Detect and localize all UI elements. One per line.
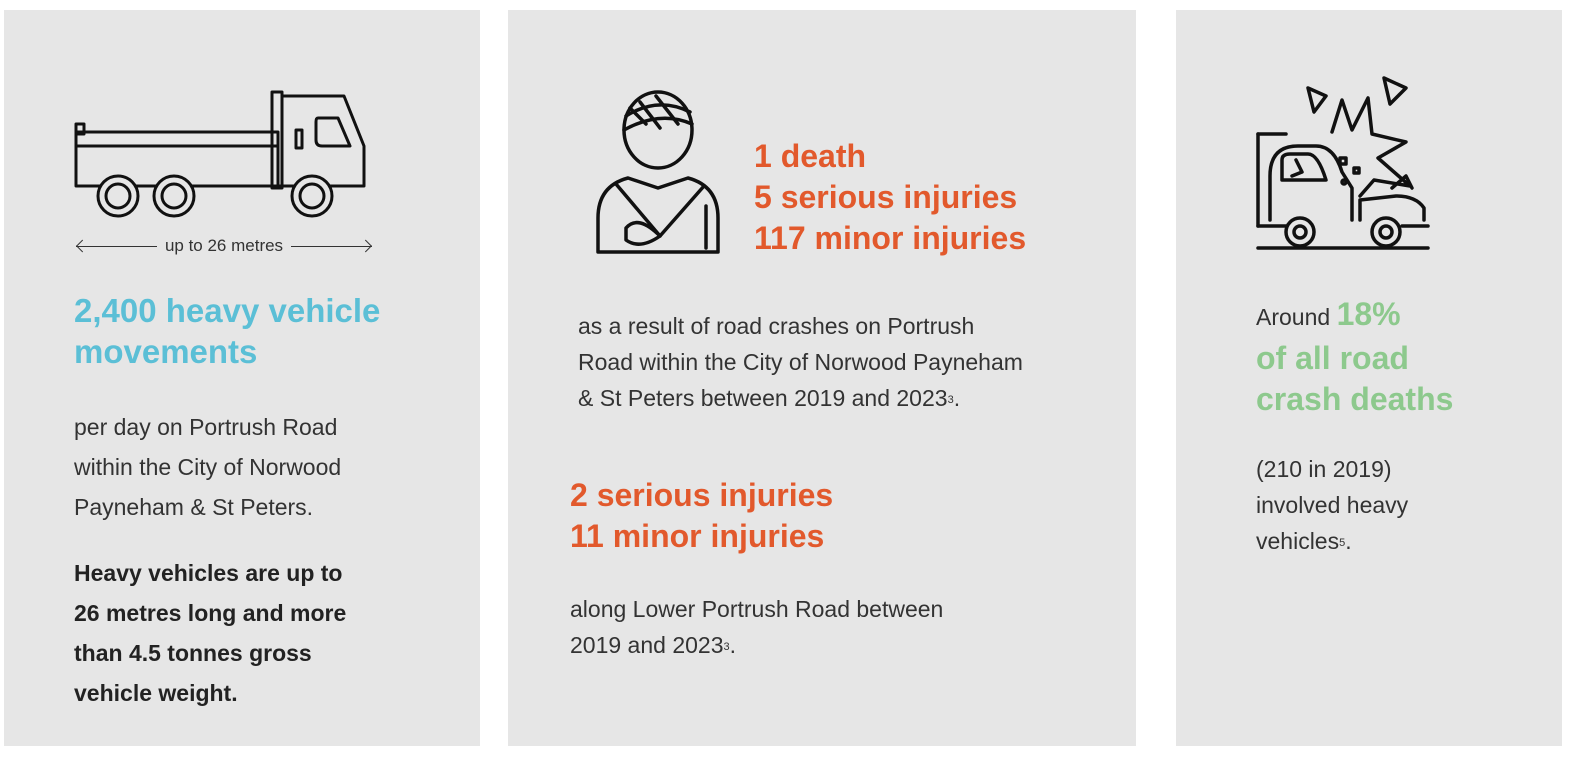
- lower-portrush-description: [570, 591, 1090, 663]
- footnote-ref: 3: [723, 641, 730, 653]
- arrow-right-icon: [291, 246, 372, 247]
- body-text: .: [729, 632, 737, 658]
- body-line: [570, 627, 1090, 663]
- heavy-vehicle-definition: [74, 553, 464, 713]
- body-line: Road within the City of Norwood Payneham: [578, 349, 1023, 375]
- bold-line: vehicle weight.: [74, 680, 238, 706]
- stat-line: 5 serious injuries: [754, 179, 1018, 215]
- crash-casualty-stats: [754, 136, 1026, 259]
- headline-line: movements: [74, 333, 258, 370]
- headline-prefix: Around: [1256, 304, 1337, 330]
- bold-line: 26 metres long and more: [74, 600, 347, 626]
- panel-heavy-vehicles: [4, 10, 480, 746]
- truck-icon: [74, 88, 370, 220]
- body-line: [578, 380, 1098, 416]
- stat-line: 1 death: [754, 138, 867, 174]
- car-crash-icon: [1256, 76, 1432, 256]
- headline-line: 2,400 heavy vehicle: [74, 292, 381, 329]
- stat-line: 2 serious injuries: [570, 477, 834, 513]
- panel-crash-deaths: [1176, 10, 1562, 746]
- footnote-ref: 3: [947, 394, 954, 406]
- movements-description: [74, 407, 464, 527]
- body-line: along Lower Portrush Road between: [570, 596, 944, 622]
- truck-length-dimension: [76, 234, 372, 258]
- body-line: involved heavy: [1256, 492, 1409, 518]
- bold-line: Heavy vehicles are up to: [74, 560, 343, 586]
- lower-portrush-injury-stats: [570, 475, 833, 557]
- body-text: .: [1345, 528, 1352, 554]
- body-line: Payneham & St Peters.: [74, 494, 314, 520]
- body-text: 2019 and 2023: [570, 632, 724, 658]
- panel-crash-injuries: [508, 10, 1136, 746]
- bold-line: than 4.5 tonnes gross: [74, 640, 312, 666]
- body-line: as a result of road crashes on Portrush: [578, 313, 975, 339]
- footnote-ref: 5: [1339, 537, 1346, 549]
- body-line: [1256, 523, 1536, 559]
- headline-line: [1256, 294, 1556, 338]
- heavy-vehicle-movements-headline: [74, 290, 474, 372]
- highlight-line: crash deaths: [1256, 381, 1454, 417]
- crash-stats-description: [578, 308, 1098, 416]
- dimension-label: up to 26 metres: [164, 236, 284, 255]
- stat-line: 117 minor injuries: [754, 220, 1027, 256]
- crash-deaths-headline: [1256, 294, 1556, 420]
- body-text: .: [953, 385, 961, 411]
- body-line: (210 in 2019): [1256, 456, 1392, 482]
- highlight-line: of all road: [1256, 340, 1409, 376]
- arrow-left-icon: [76, 246, 157, 247]
- body-line: per day on Portrush Road: [74, 414, 338, 440]
- highlight-percent: 18%: [1336, 296, 1401, 332]
- body-line: within the City of Norwood: [74, 454, 342, 480]
- crash-deaths-description: [1256, 451, 1536, 559]
- body-text: & St Peters between 2019 and 2023: [578, 385, 948, 411]
- body-text: vehicles: [1256, 528, 1340, 554]
- injured-person-icon: [590, 88, 726, 254]
- stat-line: 11 minor injuries: [570, 518, 825, 554]
